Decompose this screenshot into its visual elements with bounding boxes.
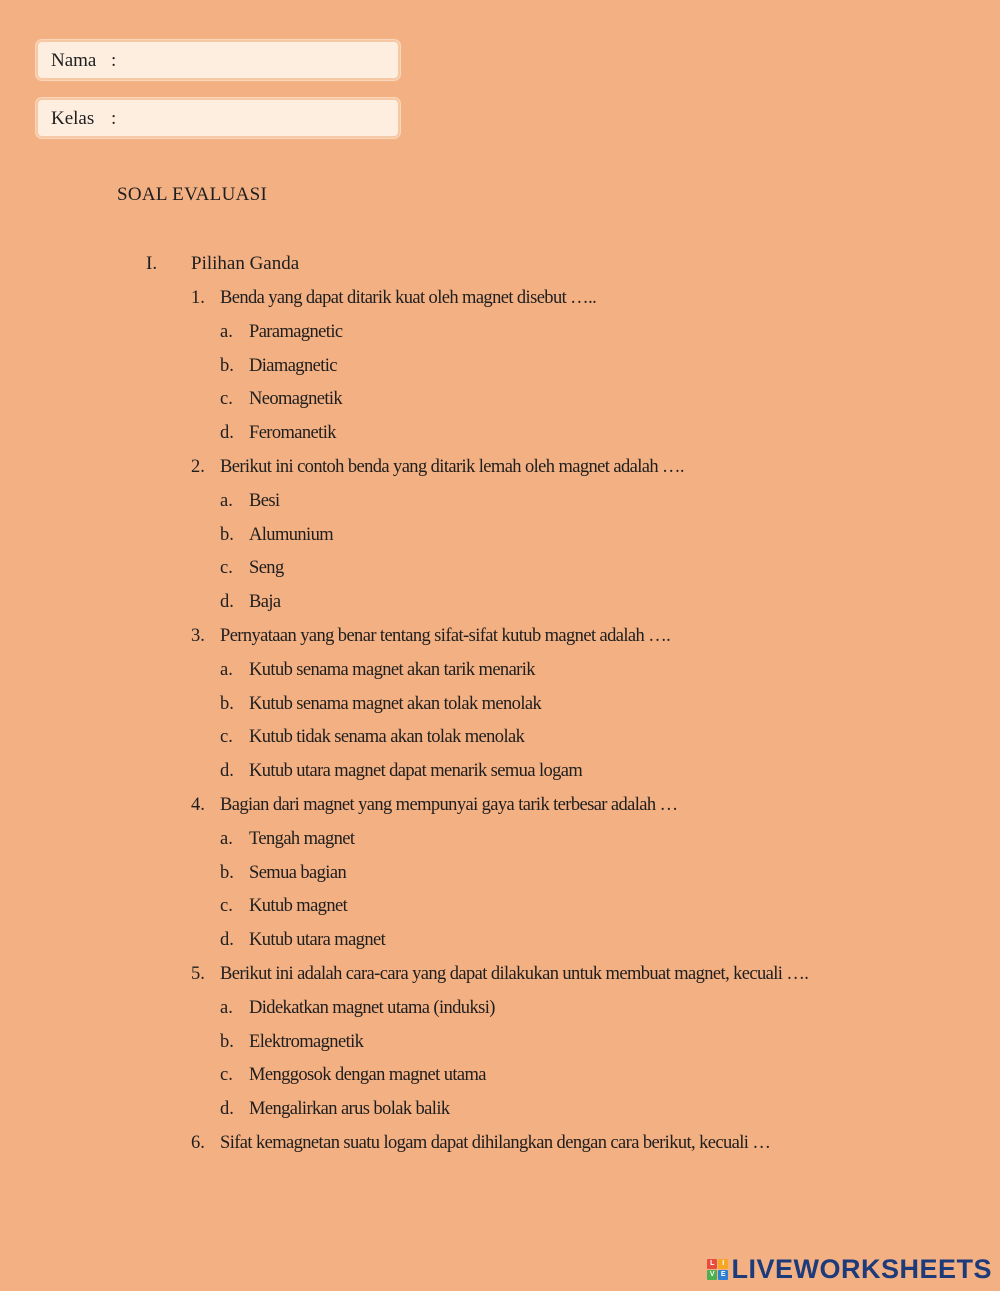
answer-option[interactable] [191,1095,808,1129]
option-letter: d. [220,930,234,951]
question-text: Pernyataan yang benar tentang sifat-sifat kutub magnet adalah …. [220,625,671,646]
option-letter: a. [220,828,233,849]
answer-option[interactable] [191,757,808,791]
option-text: Menggosok dengan magnet utama [249,1065,486,1086]
question-row [191,622,808,656]
option-letter: b. [220,862,234,883]
option-text: Kutub senama magnet akan tarik menarik [249,659,535,680]
section-title: Pilihan Ganda [191,253,300,274]
option-text: Semua bagian [249,862,347,883]
question-number: 5. [191,963,205,984]
answer-option[interactable] [191,1028,808,1062]
option-text: Mengalirkan arus bolak balik [249,1099,450,1120]
section-number: I. [146,253,158,274]
logo-mark-square: I [718,1259,728,1269]
answer-option[interactable] [191,825,808,859]
question-number: 1. [191,288,205,308]
option-text: Didekatkan magnet utama (induksi) [249,997,495,1018]
option-letter: b. [220,693,234,714]
option-letter: d. [220,761,234,782]
answer-option[interactable] [191,521,808,555]
question-row [191,284,808,318]
nama-input-box[interactable] [36,40,400,80]
option-letter: d. [220,1099,234,1120]
option-text: Diamagnetic [249,355,337,376]
nama-colon: : [111,50,117,71]
option-letter: b. [220,355,234,376]
question-row [191,960,808,994]
answer-option[interactable] [191,318,808,352]
nama-label: Nama [51,50,97,71]
option-letter: c. [220,389,233,410]
kelas-label: Kelas [51,108,95,129]
question-row [191,1129,808,1163]
answer-option[interactable] [191,859,808,893]
option-text: Kutub tidak senama akan tolak menolak [249,727,525,748]
question-row [191,453,808,487]
answer-option[interactable] [191,588,808,622]
option-letter: b. [220,1031,234,1052]
option-letter: b. [220,524,234,545]
answer-option[interactable] [191,554,808,588]
question-item [191,791,808,960]
logo-text: LIVEWORKSHEETS [731,1254,992,1284]
answer-option[interactable] [191,926,808,960]
option-text: Neomagnetik [249,389,343,410]
question-item [191,1129,808,1163]
option-text: Feromanetik [249,423,336,444]
question-text: Berikut ini contoh benda yang ditarik lemah oleh magnet adalah …. [220,456,684,477]
answer-option[interactable] [191,690,808,724]
option-text: Kutub magnet [249,896,348,917]
question-text: Bagian dari magnet yang mempunyai gaya tarik terbesar adalah … [220,794,678,815]
logo-mark-square: L [707,1259,717,1269]
option-text: Tengah magnet [249,828,355,849]
question-text: Berikut ini adalah cara-cara yang dapat dilakukan untuk membuat magnet, kecuali …. [220,963,809,984]
option-text: Kutub utara magnet dapat menarik semua logam [249,761,583,782]
question-text: Sifat kemagnetan suatu logam dapat dihilangkan dengan cara berikut, kecuali … [220,1132,771,1153]
option-letter: a. [220,997,233,1018]
option-letter: d. [220,592,234,613]
option-text: Paramagnetic [249,321,343,342]
question-number: 4. [191,794,205,815]
option-text: Seng [249,558,284,579]
option-letter: d. [220,423,234,444]
question-item [191,622,808,791]
liveworksheets-logo-icon [707,1259,728,1280]
question-item [191,284,808,453]
answer-option[interactable] [191,656,808,690]
answer-option[interactable] [191,892,808,926]
answer-option[interactable] [191,994,808,1028]
option-letter: c. [220,727,233,748]
answer-option[interactable] [191,385,808,419]
option-text: Elektromagnetik [249,1031,364,1052]
liveworksheets-logo [707,1254,992,1285]
option-text: Kutub utara magnet [249,930,386,951]
option-letter: a. [220,490,233,511]
option-text: Besi [249,490,280,511]
answer-option[interactable] [191,723,808,757]
option-letter: a. [220,321,233,342]
option-text: Kutub senama magnet akan tolak menolak [249,693,542,714]
option-letter: a. [220,659,233,680]
question-item [191,453,808,622]
question-text: Benda yang dapat ditarik kuat oleh magnet disebut ….. [220,288,597,308]
question-number: 2. [191,456,205,477]
answer-option[interactable] [191,352,808,386]
answer-option[interactable] [191,419,808,453]
option-text: Alumunium [249,524,334,545]
option-letter: c. [220,558,233,579]
question-number: 6. [191,1132,205,1153]
question-item [191,960,808,1129]
option-letter: c. [220,896,233,917]
answer-option[interactable] [191,487,808,521]
option-text: Baja [249,592,281,613]
question-number: 3. [191,625,205,646]
question-list [191,284,808,1163]
kelas-input-box[interactable] [36,98,400,138]
logo-mark-square: V [707,1270,717,1280]
answer-option[interactable] [191,1061,808,1095]
kelas-colon: : [111,108,117,129]
option-letter: c. [220,1065,233,1086]
page-title: SOAL EVALUASI [117,184,268,205]
logo-mark-square: E [718,1270,728,1280]
question-row [191,791,808,825]
